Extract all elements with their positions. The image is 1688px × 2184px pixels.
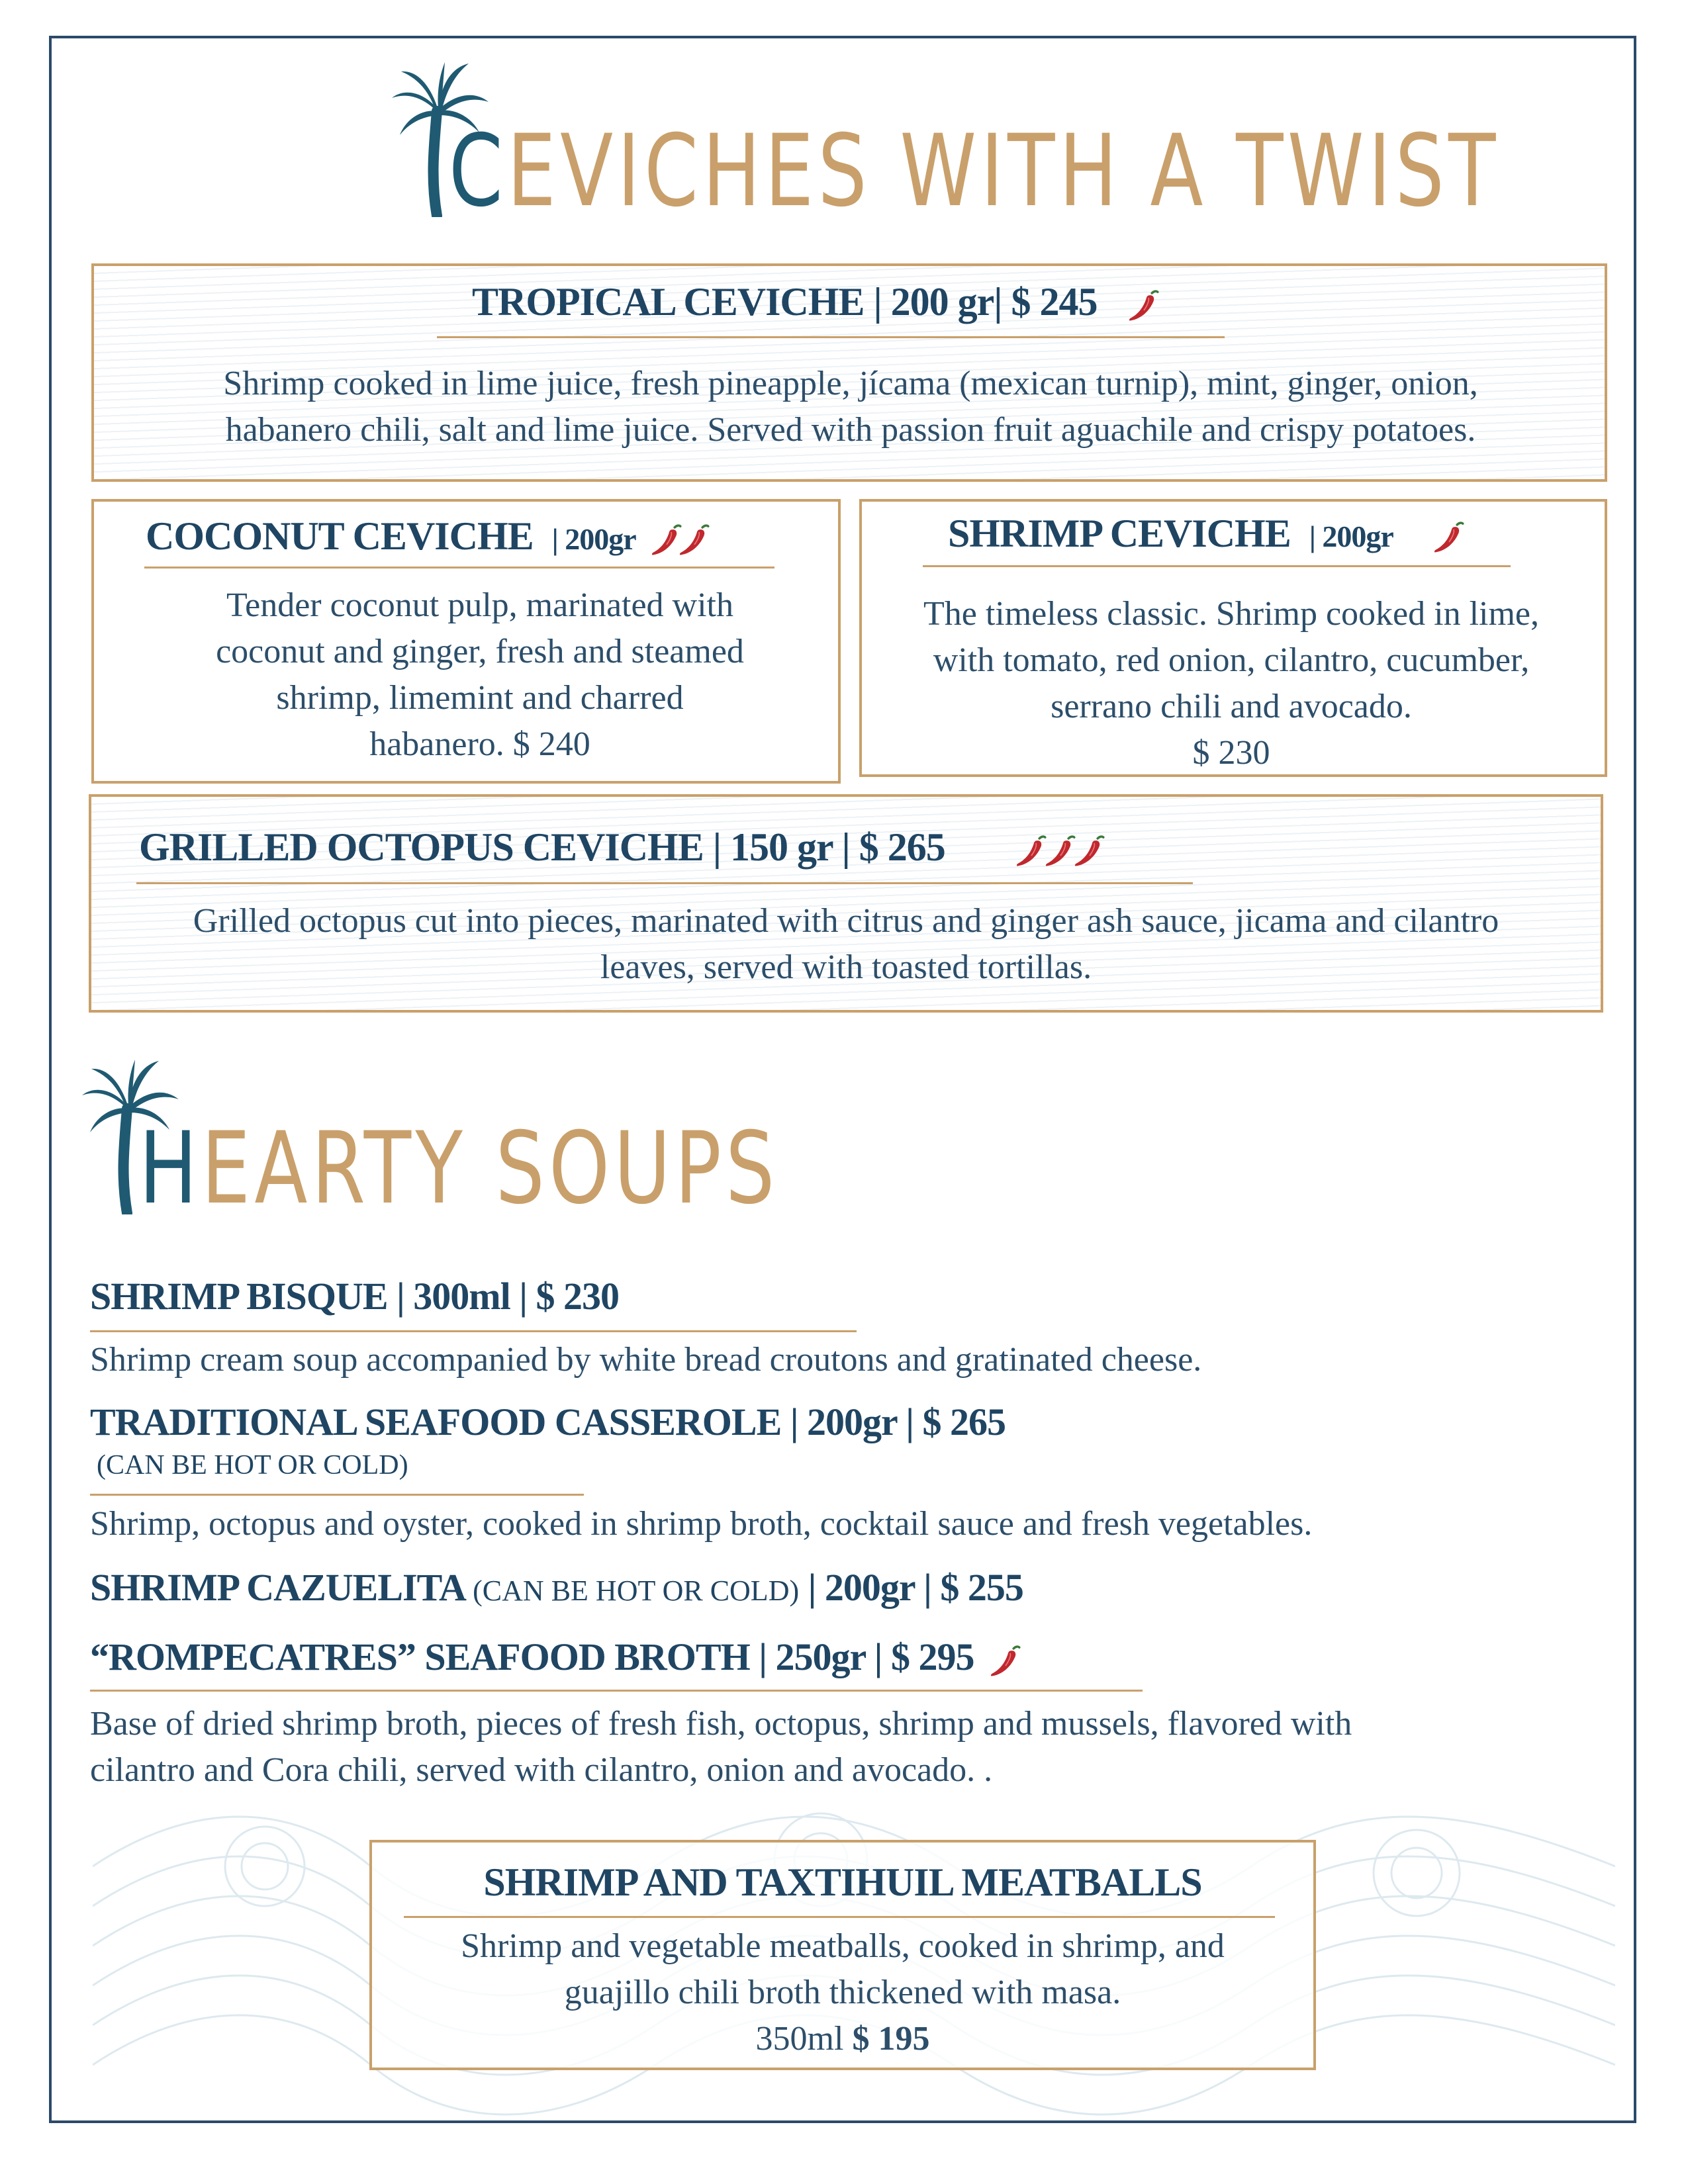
item-description-meatballs: Shrimp and vegetable meatballs, cooked in shrimp, and guajillo chili broth thickened with masa. 350ml $ 195: [371, 1923, 1315, 2062]
ceviches-title: [391, 58, 1688, 229]
chili-pepper-icon: [1127, 287, 1161, 324]
item-title-seafood-casserole: TRADITIONAL SEAFOOD CASSEROLE | 200gr | $ 265: [90, 1400, 1006, 1443]
item-description-tropical-ceviche: Shrimp cooked in lime juice, fresh pineapple, jícama (mexican turnip), mint, ginger, onion, habanero chili, salt and lime juice. Served with passion fruit aguachile and crispy potatoes.: [223, 365, 1478, 449]
title-underline: [923, 565, 1511, 567]
item-title-shrimp-cazuelita: SHRIMP CAZUELITA (CAN BE HOT OR COLD) | 200gr | $ 255: [90, 1566, 1023, 1609]
title-underline: [90, 1494, 584, 1496]
title-underline: [144, 567, 774, 569]
item-description-grilled-octopus-ceviche: Grilled octopus cut into pieces, marinated with citrus and ginger ash sauce, jicama and cilantro leaves, served with toasted tortillas.: [193, 902, 1499, 986]
chili-pepper-icon: [988, 1643, 1023, 1680]
item-title-shrimp-bisque: SHRIMP BISQUE | 300ml | $ 230: [90, 1275, 619, 1318]
chili-pepper-icon: [1432, 519, 1466, 556]
item-title-tropical-ceviche: TROPICAL CEVICHE | 200 gr| $ 245: [472, 279, 1161, 325]
item-title-meatballs: SHRIMP AND TAXTIHUIL MEATBALLS: [483, 1860, 1202, 1904]
item-title-rompecatres-broth: “ROMPECATRES” SEAFOOD BROTH | 250gr | $ 295: [90, 1635, 1023, 1680]
title-underline: [90, 1690, 1143, 1692]
chili-pepper-icon: [1072, 833, 1107, 870]
title-underline: [404, 1916, 1275, 1918]
item-description-rompecatres-broth: Base of dried shrimp broth, pieces of fresh fish, octopus, shrimp and mussels, flavored with cilantro and Cora chili, served with cilantro, onion and avocado. .: [90, 1705, 1352, 1789]
title-rest: EARTY SOUPS: [201, 1111, 779, 1226]
item-description-shrimp-ceviche: The timeless classic. Shrimp cooked in lime, with tomato, red onion, cilantro, cucumber, serrano chili and avocado. $ 230: [923, 595, 1540, 772]
title-rest: EVICHES WITH A TWIST: [506, 114, 1500, 229]
title-underline: [437, 336, 1225, 338]
title-initial: H: [139, 1111, 202, 1226]
item-note-seafood-casserole: (CAN BE HOT OR COLD): [97, 1450, 408, 1480]
item-title-shrimp-ceviche: SHRIMP CEVICHE | 200gr: [948, 511, 1466, 557]
item-price-meatballs: 350ml $ 195: [755, 2020, 930, 2058]
item-description-seafood-casserole: Shrimp, octopus and oyster, cooked in shrimp broth, cocktail sauce and fresh vegetables.: [90, 1505, 1313, 1543]
title-underline: [136, 882, 1193, 884]
item-title-grilled-octopus-ceviche: GRILLED OCTOPUS CEVICHE | 150 gr | $ 265: [139, 825, 1107, 870]
item-description-coconut-ceviche: Tender coconut pulp, marinated with coconut and ginger, fresh and steamed shrimp, limemint and charred habanero. $ 240: [216, 586, 744, 763]
title-underline: [90, 1330, 857, 1332]
chili-pepper-icon: [677, 522, 712, 559]
item-description-shrimp-bisque: Shrimp cream soup accompanied by white bread croutons and gratinated cheese.: [90, 1341, 1202, 1379]
title-initial: C: [449, 114, 507, 229]
item-title-coconut-ceviche: COCONUT CEVICHE | 200gr: [146, 514, 712, 559]
soups-title: [81, 1056, 959, 1226]
